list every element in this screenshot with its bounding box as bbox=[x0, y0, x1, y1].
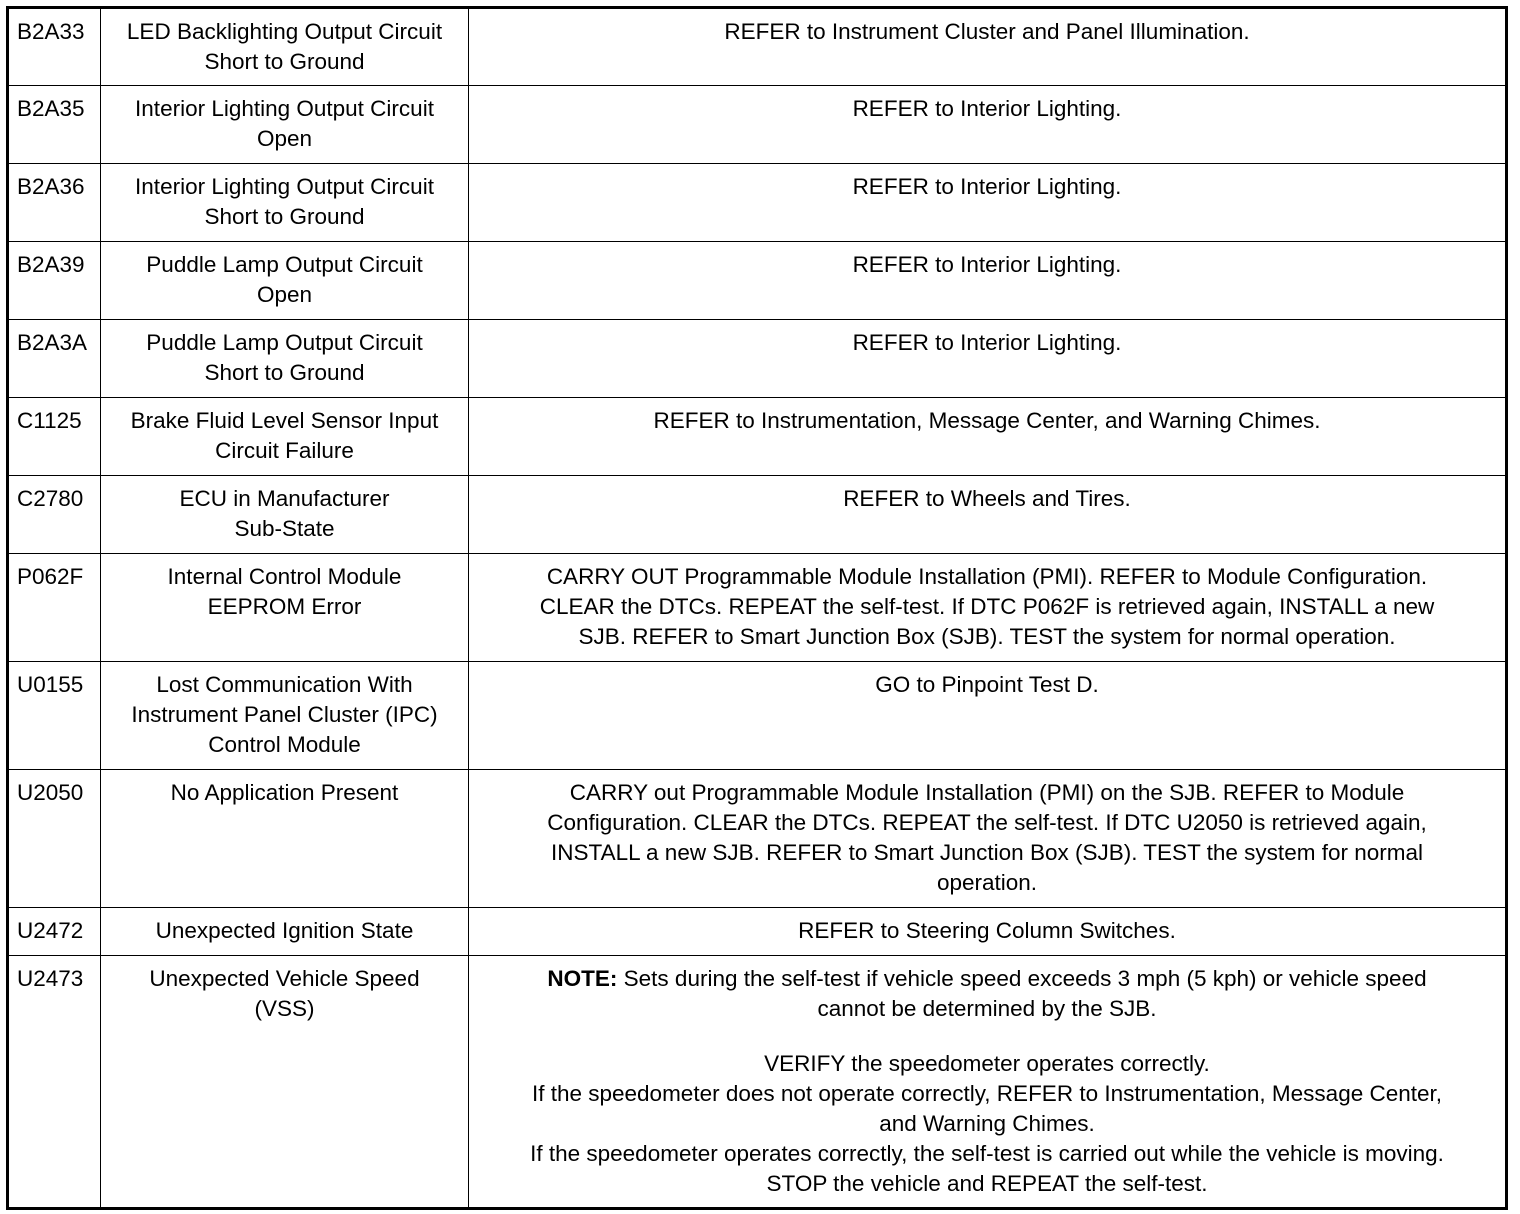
dtc-action: REFER to Wheels and Tires. bbox=[469, 476, 1507, 554]
dtc-description: Brake Fluid Level Sensor Input Circuit Failure bbox=[101, 398, 469, 476]
dtc-description: Unexpected Ignition State bbox=[101, 908, 469, 956]
dtc-code: U0155 bbox=[8, 662, 101, 770]
table-row bbox=[8, 320, 1507, 398]
dtc-code: U2473 bbox=[8, 956, 101, 1209]
dtc-action: CARRY OUT Programmable Module Installation (PMI). REFER to Module Configuration. CLEAR the DTCs. REPEAT the self-test. If DTC P062F is retrieved again, INSTALL a new SJB. REFER to Smart Junction Box (SJB). TEST the system for normal operation. bbox=[469, 554, 1507, 662]
dtc-code: C1125 bbox=[8, 398, 101, 476]
dtc-code: C2780 bbox=[8, 476, 101, 554]
dtc-description: Lost Communication With Instrument Panel Cluster (IPC) Control Module bbox=[101, 662, 469, 770]
dtc-action: REFER to Interior Lighting. bbox=[469, 86, 1507, 164]
dtc-action: REFER to Instrument Cluster and Panel Illumination. bbox=[469, 8, 1507, 86]
note-line: NOTE: Sets during the self-test if vehicle speed exceeds 3 mph (5 kph) or vehicle speed bbox=[547, 966, 1427, 991]
table-row bbox=[8, 164, 1507, 242]
table-row bbox=[8, 956, 1507, 1209]
dtc-code: P062F bbox=[8, 554, 101, 662]
table-row bbox=[8, 908, 1507, 956]
dtc-description: Unexpected Vehicle Speed (VSS) bbox=[101, 956, 469, 1209]
table-row bbox=[8, 770, 1507, 908]
dtc-action: REFER to Interior Lighting. bbox=[469, 164, 1507, 242]
dtc-code: U2472 bbox=[8, 908, 101, 956]
dtc-action: GO to Pinpoint Test D. bbox=[469, 662, 1507, 770]
dtc-code: B2A35 bbox=[8, 86, 101, 164]
dtc-action: REFER to Interior Lighting. bbox=[469, 242, 1507, 320]
dtc-code: B2A36 bbox=[8, 164, 101, 242]
table-row bbox=[8, 398, 1507, 476]
table-row bbox=[8, 86, 1507, 164]
dtc-description: Internal Control Module EEPROM Error bbox=[101, 554, 469, 662]
dtc-action: REFER to Steering Column Switches. bbox=[469, 908, 1507, 956]
table-row bbox=[8, 476, 1507, 554]
dtc-action: CARRY out Programmable Module Installation (PMI) on the SJB. REFER to Module Configuration. CLEAR the DTCs. REPEAT the self-test. If DTC U2050 is retrieved again, INSTALL a new SJB. REFER to Smart Junction Box (SJB). TEST the system for normal operation. bbox=[469, 770, 1507, 908]
dtc-action: NOTE: Sets during the self-test if vehicle speed exceeds 3 mph (5 kph) or vehicle speed cannot be determined by the SJB. VERIFY the speedometer operates correctly. If the speedometer does not operate correctly, REFER to Instrumentation, Message Center, and Warning Chimes. If the speedometer operates correctly, the self-test is carried out while the vehicle is moving. STOP the vehicle and REPEAT the self-test. bbox=[469, 956, 1507, 1209]
dtc-description: Interior Lighting Output Circuit Short to Ground bbox=[101, 164, 469, 242]
dtc-table bbox=[6, 6, 1508, 1210]
table-row bbox=[8, 554, 1507, 662]
dtc-action: REFER to Instrumentation, Message Center, and Warning Chimes. bbox=[469, 398, 1507, 476]
dtc-description: LED Backlighting Output Circuit Short to Ground bbox=[101, 8, 469, 86]
dtc-description: No Application Present bbox=[101, 770, 469, 908]
dtc-code: B2A33 bbox=[8, 8, 101, 86]
dtc-description: Interior Lighting Output Circuit Open bbox=[101, 86, 469, 164]
dtc-action: REFER to Interior Lighting. bbox=[469, 320, 1507, 398]
dtc-code: B2A39 bbox=[8, 242, 101, 320]
dtc-description: Puddle Lamp Output Circuit Short to Ground bbox=[101, 320, 469, 398]
table-row bbox=[8, 662, 1507, 770]
dtc-code: U2050 bbox=[8, 770, 101, 908]
table-row bbox=[8, 242, 1507, 320]
dtc-code: B2A3A bbox=[8, 320, 101, 398]
dtc-description: Puddle Lamp Output Circuit Open bbox=[101, 242, 469, 320]
dtc-description: ECU in Manufacturer Sub-State bbox=[101, 476, 469, 554]
note-label: NOTE: bbox=[547, 966, 618, 991]
table-row bbox=[8, 8, 1507, 86]
